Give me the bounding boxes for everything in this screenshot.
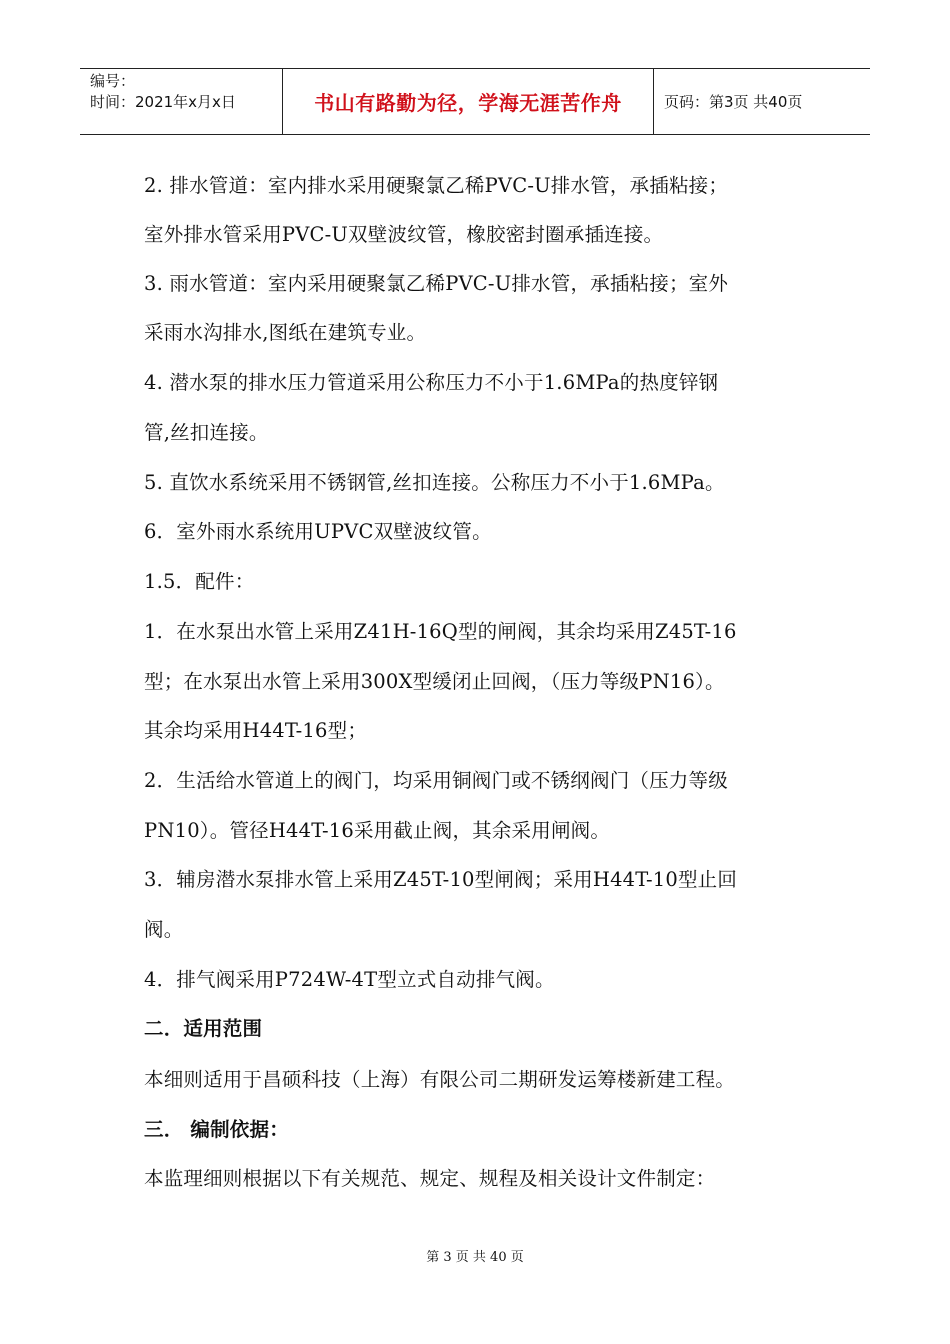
- body-line-14: PN10）。管径H44T-16采用截止阀，其余采用闸阀。: [144, 819, 611, 842]
- body-line-8: 6．室外雨水系统用UPVC双壁波纹管。: [144, 520, 492, 543]
- body-line-5: 4. 潜水泵的排水压力管道采用公称压力不小于1.6MPa的热度锌钢: [144, 371, 719, 394]
- body-line-4: 采雨水沟排水,图纸在建筑专业。: [144, 321, 427, 344]
- header-left-cell: [80, 69, 282, 134]
- document-number-label: 编号：: [90, 72, 136, 90]
- document-time-label: 时间：2021年x月x日: [90, 93, 236, 111]
- body-line-19: 本细则适用于昌硕科技（上海）有限公司二期研发运筹楼新建工程。: [144, 1068, 736, 1091]
- page-header: [80, 68, 870, 135]
- body-line-11: 型；在水泵出水管上采用300X型缓闭止回阀，（压力等级PN16）。: [144, 670, 725, 693]
- body-line-16: 阀。: [144, 918, 184, 941]
- body-line-12: 其余均采用H44T-16型；: [144, 719, 368, 742]
- header-page-info: 页码：第3页 共40页: [664, 93, 803, 111]
- body-line-15: 3．辅房潜水泵排水管上采用Z45T-10型闸阀；采用H44T-10型止回: [144, 868, 738, 891]
- body-line-1: 2. 排水管道：室内排水采用硬聚氯乙稀PVC-U排水管，承插粘接；: [144, 174, 729, 197]
- body-line-17: 4．排气阀采用P724W-4T型立式自动排气阀。: [144, 968, 555, 991]
- body-line-2: 室外排水管采用PVC-U双壁波纹管，橡胶密封圈承插连接。: [144, 223, 664, 246]
- body-line-7: 5. 直饮水系统采用不锈钢管,丝扣连接。公称压力不小于1.6MPa。: [144, 471, 725, 494]
- page-footer: 第 3 页 共 40 页: [426, 1250, 524, 1265]
- body-line-3: 3. 雨水管道：室内采用硬聚氯乙稀PVC-U排水管，承插粘接；室外: [144, 272, 729, 295]
- section-1-5-heading: 1.5．配件：: [144, 570, 255, 593]
- section-3-heading: 三． 编制依据：: [144, 1118, 289, 1141]
- header-motto: 书山有路勤为径，学海无涯苦作舟: [282, 69, 654, 134]
- body-line-13: 2．生活给水管道上的阀门，均采用铜阀门或不锈纲阀门（压力等级: [144, 769, 728, 792]
- section-2-heading: 二．适用范围: [144, 1017, 263, 1040]
- body-line-21: 本监理细则根据以下有关规范、规定、规程及相关设计文件制定：: [144, 1167, 716, 1190]
- body-line-10: 1．在水泵出水管上采用Z41H-16Q型的闸阀，其余均采用Z45T-16: [144, 620, 737, 643]
- body-line-6: 管,丝扣连接。: [144, 421, 269, 444]
